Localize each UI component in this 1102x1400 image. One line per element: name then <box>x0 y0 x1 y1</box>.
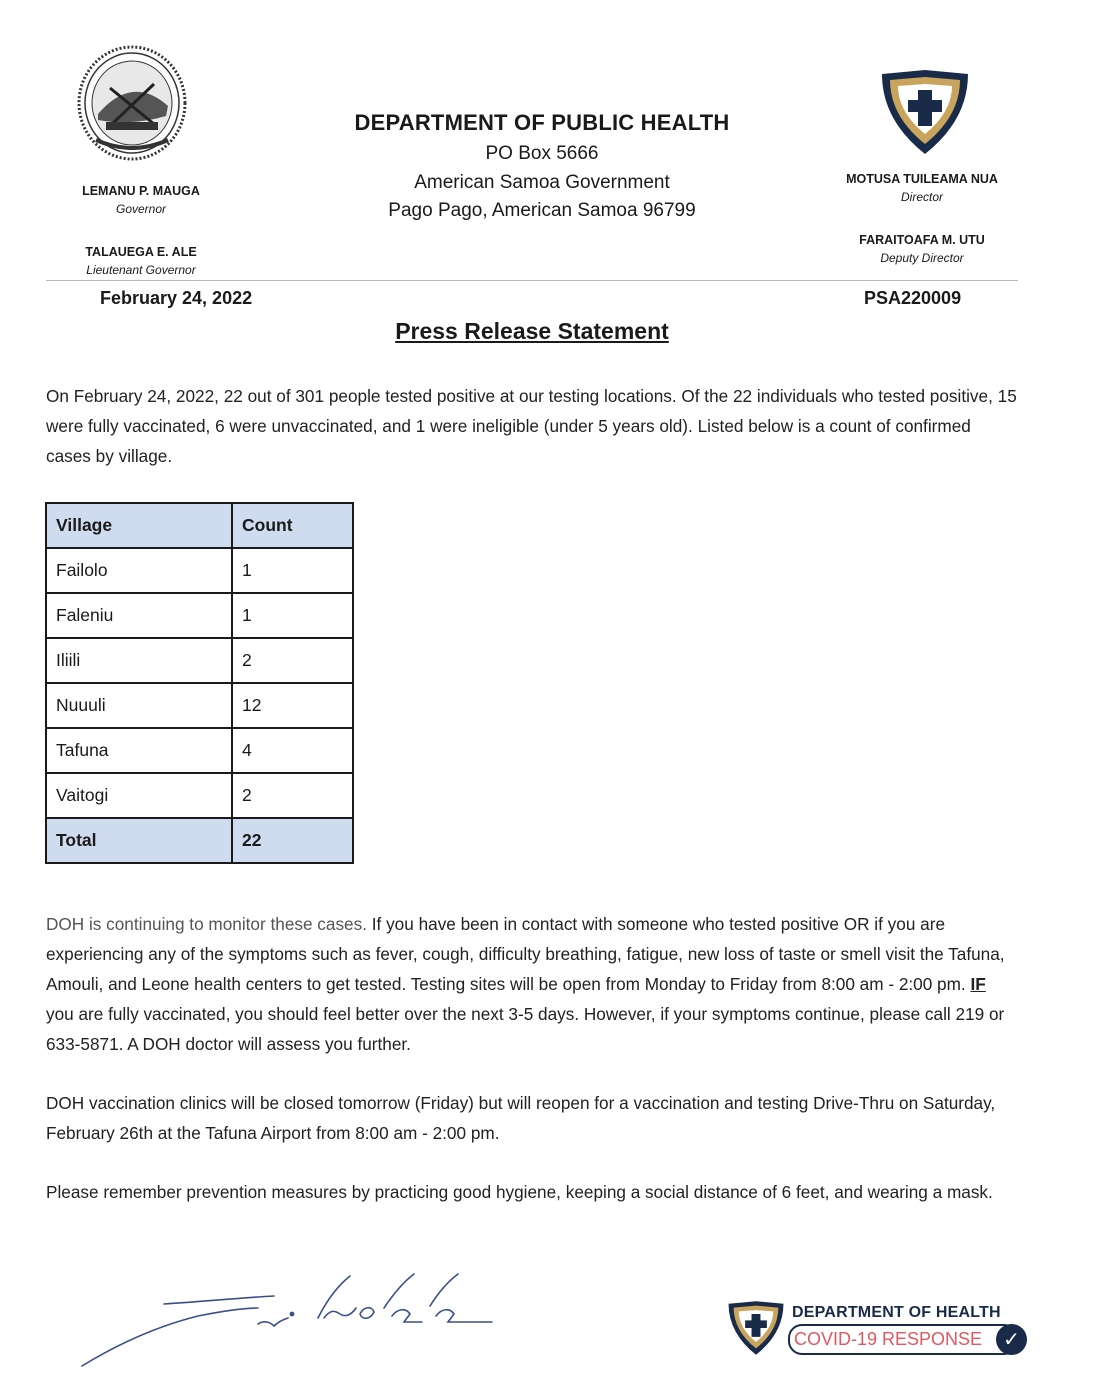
table-row <box>46 593 353 638</box>
director-title: Director <box>900 190 943 204</box>
total-count: 22 <box>232 818 353 863</box>
count-cell: 12 <box>232 683 353 728</box>
department-title: DEPARTMENT OF PUBLIC HEALTH <box>354 110 730 135</box>
footer-covid-response: COVID-19 RESPONSE <box>788 1324 1018 1355</box>
monitoring-lead: DOH is continuing to monitor these cases. <box>46 914 367 934</box>
count-cell: 2 <box>232 773 353 818</box>
count-cell: 1 <box>232 593 353 638</box>
governor-name: LEMANU P. MAUGA <box>82 184 200 198</box>
count-cell: 4 <box>232 728 353 773</box>
monitoring-if: IF <box>970 974 986 994</box>
doh-shield-cross-icon <box>726 1298 786 1358</box>
table-total-row <box>46 818 353 863</box>
lt-governor-title: Lieutenant Governor <box>86 263 196 277</box>
clinics-paragraph: DOH vaccination clinics will be closed tomorrow (Friday) but will reopen for a vaccination and testing Drive-Thru on Saturday, February 26th at the Tafuna Airport from 8:00 am - 2:00 pm. <box>46 1093 996 1143</box>
table-header-row <box>46 503 353 548</box>
address-line-3: Pago Pago, American Samoa 96799 <box>388 200 696 221</box>
director-name: MOTUSA TUILEAMA NUA <box>846 172 998 186</box>
header-divider <box>46 280 1018 281</box>
village-cell: Failolo <box>46 548 232 593</box>
signature-image <box>78 1268 498 1372</box>
count-cell: 2 <box>232 638 353 683</box>
deputy-director-name: FARAITOAFA M. UTU <box>859 233 985 247</box>
address-line-1: PO Box 5666 <box>485 143 599 164</box>
monitoring-middle: If you have been in contact with someone who tested positive OR if you are experiencing any of the symptoms such as fever, cough, difficulty breathing, fatigue, new loss of taste or smell visit the Tafuna, Amouli, and Leone health centers to get tested. Testing sites will be open from Monday to Friday from 8:00 am - 2:00 pm. <box>46 914 1005 994</box>
village-cases-table <box>45 502 354 864</box>
village-cell: Nuuuli <box>46 683 232 728</box>
header-village: Village <box>46 503 232 548</box>
village-cell: Faleniu <box>46 593 232 638</box>
footer-department: DEPARTMENT OF HEALTH <box>792 1304 1001 1321</box>
total-label: Total <box>46 818 232 863</box>
release-id: PSA220009 <box>864 288 962 308</box>
village-cell: Iliili <box>46 638 232 683</box>
american-samoa-seal-icon <box>76 44 188 162</box>
count-cell: 1 <box>232 548 353 593</box>
doh-shield-cross-icon <box>878 68 972 156</box>
table-row <box>46 773 353 818</box>
table-row <box>46 728 353 773</box>
governor-title: Governor <box>115 202 167 216</box>
prevention-paragraph: Please remember prevention measures by practicing good hygiene, keeping a social distance of 6 feet, and wearing a mask. <box>46 1182 993 1202</box>
intro-paragraph: On February 24, 2022, 22 out of 301 people tested positive at our testing locations. Of the 22 individuals who tested positive, 15 were fully vaccinated, 6 were unvaccinated, and 1 were ineligible (under 5 years old). Listed below is a count of confirmed cases by village. <box>46 386 1017 466</box>
village-cell: Vaitogi <box>46 773 232 818</box>
table-row <box>46 548 353 593</box>
check-circle-icon: ✓ <box>996 1324 1027 1355</box>
monitoring-paragraph <box>46 909 1018 1059</box>
deputy-director-title: Deputy Director <box>880 251 964 265</box>
press-release-title: Press Release Statement <box>395 318 669 344</box>
table-row <box>46 638 353 683</box>
lt-governor-name: TALAUEGA E. ALE <box>85 245 197 259</box>
address-line-2: American Samoa Government <box>414 172 670 193</box>
village-cell: Tafuna <box>46 728 232 773</box>
monitoring-tail: you are fully vaccinated, you should feel better over the next 3-5 days. However, if your symptoms continue, please call 219 or 633-5871. A DOH doctor will assess you further. <box>46 1004 1005 1054</box>
release-date: February 24, 2022 <box>100 288 253 308</box>
header-count: Count <box>232 503 353 548</box>
table-row <box>46 683 353 728</box>
